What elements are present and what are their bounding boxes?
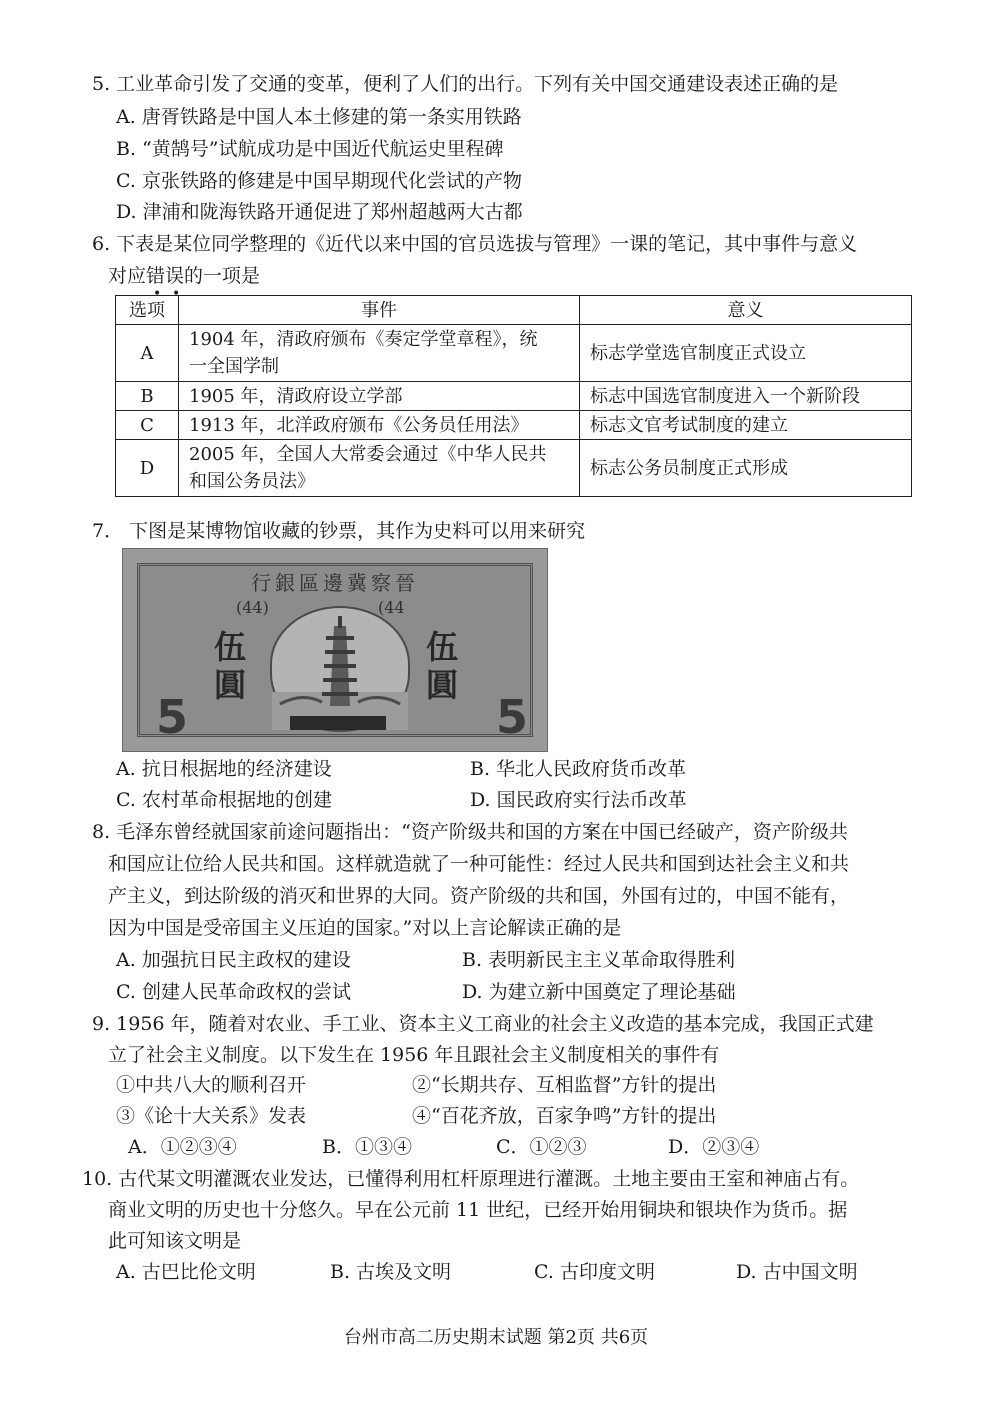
q7-option-a: A. 抗日根据地的经济建设 (116, 758, 332, 780)
q6-stem-line1: 6. 下表是某位同学整理的《近代以来中国的官员选拔与管理》一课的笔记，其中事件与意义 (92, 233, 858, 255)
q10-option-c: C. 古印度文明 (534, 1261, 655, 1283)
q8-option-a: A. 加强抗日民主政权的建设 (116, 949, 351, 971)
q7-option-b: B. 华北人民政府货币改革 (470, 758, 687, 780)
q9-item-1: ①中共八大的顺利召开 (116, 1074, 307, 1096)
table-row (116, 440, 912, 497)
q10-line3: 此可知该文明是 (108, 1230, 242, 1252)
q5-option-b: B. “黄鹄号”试航成功是中国近代航运史里程碑 (116, 138, 504, 160)
q8-line4: 因为中国是受帝国主义压迫的国家。”对以上言论解读正确的是 (108, 917, 622, 939)
row-event: 1913 年，北洋政府颁布《公务员任用法》 (179, 411, 580, 440)
banknote-image (122, 548, 548, 752)
banknote-number-right: 5 (496, 690, 529, 744)
q7-stem: 7． 下图是某博物馆收藏的钞票，其作为史料可以用来研究 (92, 520, 586, 542)
q9-item-2: ②“长期共存、互相监督”方针的提出 (412, 1074, 717, 1096)
banknote-issuer: 行銀區邊冀察晉 (251, 571, 419, 595)
q10-option-b: B. 古埃及文明 (330, 1261, 452, 1283)
table-header: 选项 (116, 296, 179, 325)
row-option: C (116, 411, 179, 440)
row-event: 1905 年，清政府设立学部 (179, 382, 580, 411)
row-event-line1: 2005 年，全国人大常委会通过《中华人民共 (189, 444, 547, 465)
banknote-pagoda-vignette (270, 606, 410, 732)
q9-line2: 立了社会主义制度。以下发生在 1956 年且跟社会主义制度相关的事件有 (108, 1044, 720, 1066)
emphasis-dot: • (153, 286, 162, 302)
q10-line2: 商业文明的历史也十分悠久。早在公元前 11 世纪，已经开始用铜块和银块作为货币。据 (108, 1199, 848, 1221)
q9-item-3: ③《论十大关系》发表 (116, 1105, 307, 1127)
q9-item-4: ④“百花齐放，百家争鸣”方针的提出 (412, 1105, 717, 1127)
q5-option-d: D. 津浦和陇海铁路开通促进了郑州超越两大古都 (116, 201, 523, 223)
row-event-line2: 一全国学制 (189, 356, 279, 377)
q7-option-d: D. 国民政府实行法币改革 (470, 789, 687, 811)
row-event-line2: 和国公务员法》 (189, 471, 315, 492)
table-row (116, 325, 912, 382)
page-footer: 台州市高二历史期末试题 第2页 共6页 (343, 1327, 649, 1348)
row-meaning: 标志文官考试制度的建立 (580, 411, 912, 440)
q9-option-d: D．②③④ (668, 1136, 760, 1158)
table-header-row (116, 296, 912, 325)
banknote-black-bar (290, 716, 386, 730)
row-option: D (116, 440, 179, 497)
q10-line1: 10. 古代某文明灌溉农业发达，已懂得利用杠杆原理进行灌溉。土地主要由王室和神庙占有。 (82, 1168, 860, 1190)
banknote-serial-right: (44 (378, 598, 405, 617)
row-event-line1: 1904 年，清政府颁布《奏定学堂章程》，统 (189, 329, 538, 350)
row-option: A (116, 325, 179, 382)
table-row (116, 382, 912, 411)
q9-line1: 9. 1956 年，随着对农业、手工业、资本主义工商业的社会主义改造的基本完成，我国正式建 (92, 1013, 874, 1035)
row-meaning: 标志公务员制度正式形成 (580, 440, 912, 497)
emphasis-dot: • (172, 286, 181, 302)
q10-option-d: D. 古中国文明 (736, 1261, 858, 1283)
table-header: 意义 (580, 296, 912, 325)
row-meaning: 标志中国选官制度进入一个新阶段 (580, 382, 912, 411)
notes-table (115, 295, 912, 497)
table-header: 事件 (179, 296, 580, 325)
table-row (116, 411, 912, 440)
q8-line2: 和国应让位给人民共和国。这样就造就了一种可能性：经过人民共和国到达社会主义和共 (108, 853, 850, 875)
row-option: B (116, 382, 179, 411)
pagoda-icon (272, 608, 408, 730)
row-meaning: 标志学堂选官制度正式设立 (580, 325, 912, 382)
q7-option-c: C. 农村革命根据地的创建 (116, 789, 332, 811)
row-event (179, 440, 580, 497)
q5-option-a: A. 唐胥铁路是中国人本土修建的第一条实用铁路 (116, 106, 522, 128)
q9-option-c: C．①②③ (496, 1136, 587, 1158)
q8-line3: 产主义，到达阶级的消灭和世界的大同。资产阶级的共和国，外国有过的，中国不能有， (108, 885, 850, 907)
banknote-serial-left: (44) (236, 598, 269, 617)
banknote-number-left: 5 (156, 690, 189, 744)
q9-option-b: B．①③④ (322, 1136, 412, 1158)
q8-option-d: D. 为建立新中国奠定了理论基础 (462, 981, 736, 1003)
q8-line1: 8. 毛泽东曾经就国家前途问题指出：“资产阶级共和国的方案在中国已经破产，资产阶级共 (92, 821, 848, 843)
q5-option-c: C. 京张铁路的修建是中国早期现代化尝试的产物 (116, 170, 522, 192)
q10-option-a: A. 古巴比伦文明 (116, 1261, 256, 1283)
row-event (179, 325, 580, 382)
q8-option-c: C. 创建人民革命政权的尝试 (116, 981, 351, 1003)
q5-stem: 5. 工业革命引发了交通的变革，便利了人们的出行。下列有关中国交通建设表述正确的是 (92, 73, 839, 95)
banknote-denomination-left: 伍圓 (213, 628, 246, 704)
banknote-denomination-right: 伍圓 (425, 628, 458, 704)
q8-option-b: B. 表明新民主主义革命取得胜利 (462, 949, 736, 971)
q9-option-a: A．①②③④ (128, 1136, 237, 1158)
banknote-frame (137, 563, 533, 744)
q6-stem-line2: 对应错误的一项是 (108, 265, 261, 287)
